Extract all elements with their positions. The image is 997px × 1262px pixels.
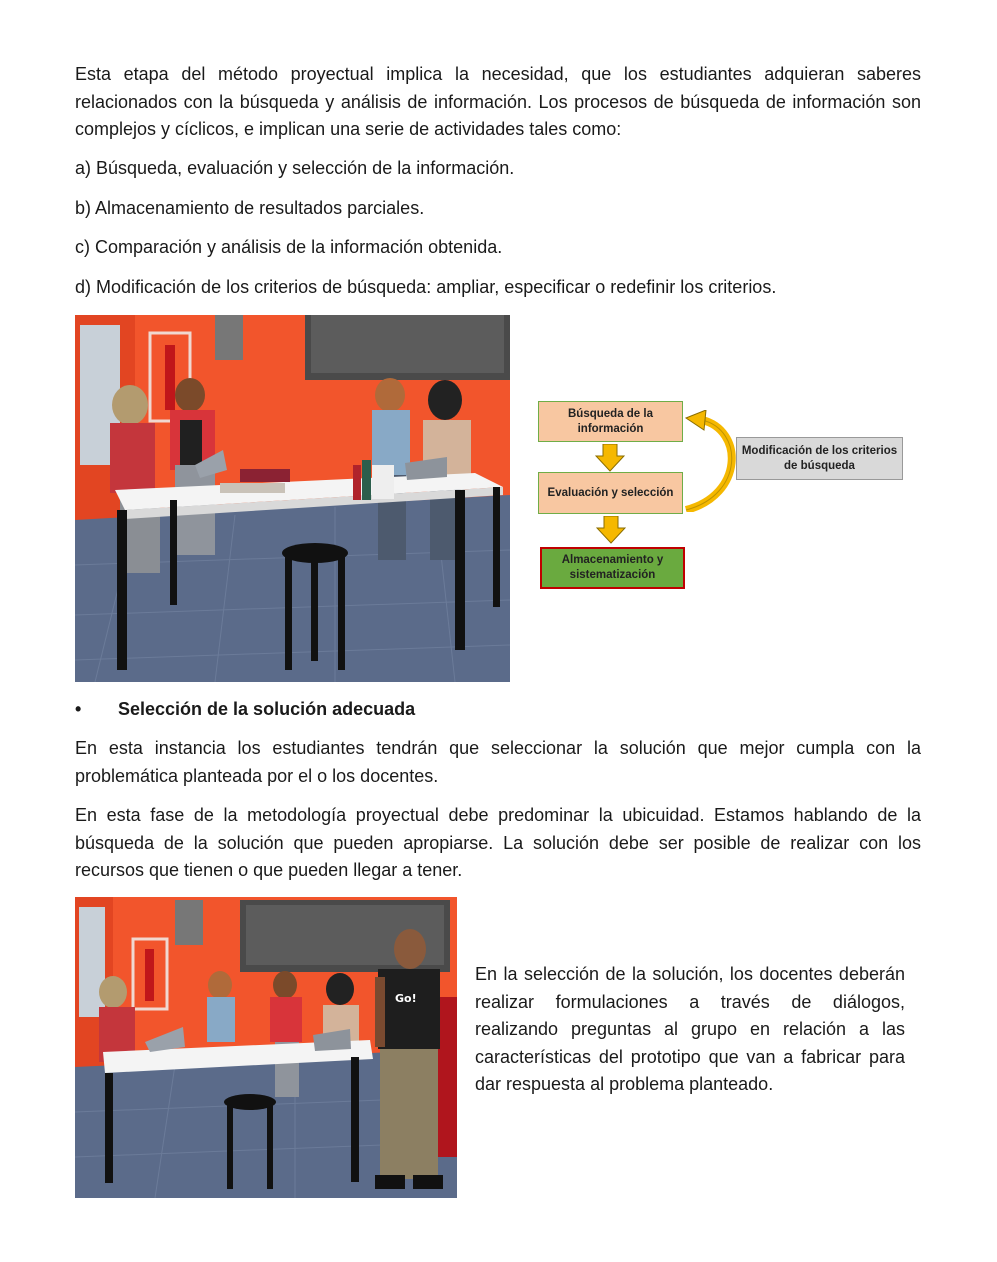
activity-b: b) Almacenamiento de resultados parciales. <box>75 198 425 218</box>
flow-box-almacenamiento: Almacenamiento y sistematización <box>540 547 685 589</box>
activity-d: d) Modificación de los criterios de búsqueda: ampliar, especificar o redefinir los criterios. <box>75 277 777 297</box>
cycle-arrow-icon <box>684 410 744 512</box>
intro-paragraph: Esta etapa del método proyectual implica la necesidad, que los estudiantes adquieran saberes relacionados con la búsqueda y análisis de información. Los procesos de búsqueda de información son complejos y cíclicos, e implican una serie de actividades tales como: <box>75 64 921 139</box>
flow-box-modificacion: Modificación de los criterios de búsqueda <box>736 437 903 480</box>
teacher-scene-image <box>75 897 457 1198</box>
activity-c: c) Comparación y análisis de la información obtenida. <box>75 237 503 257</box>
classroom-scene-image <box>75 315 510 682</box>
shirt-logo-text: Go! <box>395 992 417 1005</box>
section-heading-text: Selección de la solución adecuada <box>118 699 416 719</box>
bullet: • <box>75 699 82 719</box>
down-arrow-icon <box>596 516 626 544</box>
down-arrow-icon <box>595 444 625 472</box>
flow-box-busqueda: Búsqueda de la información <box>538 401 683 442</box>
flow-box-evaluacion: Evaluación y selección <box>538 472 683 514</box>
activity-a: a) Búsqueda, evaluación y selección de la información. <box>75 158 515 178</box>
section-paragraph-1: En esta instancia los estudiantes tendrán que seleccionar la solución que mejor cumpla con la problemática planteada por el o los docentes. <box>75 738 921 786</box>
section-paragraph-2: En esta fase de la metodología proyectual debe predominar la ubicuidad. Estamos hablando de la búsqueda de la solución que pueden apropiarse. La solución debe ser posible de realizar con los recursos que tienen o que pueden llegar a tener. <box>75 805 921 880</box>
side-paragraph: En la selección de la solución, los docentes deberán realizar formulaciones a través de diálogos, realizando preguntas al grupo en relación a las características del prototipo que van a fabricar para dar respuesta al problema planteado. <box>475 964 905 1095</box>
